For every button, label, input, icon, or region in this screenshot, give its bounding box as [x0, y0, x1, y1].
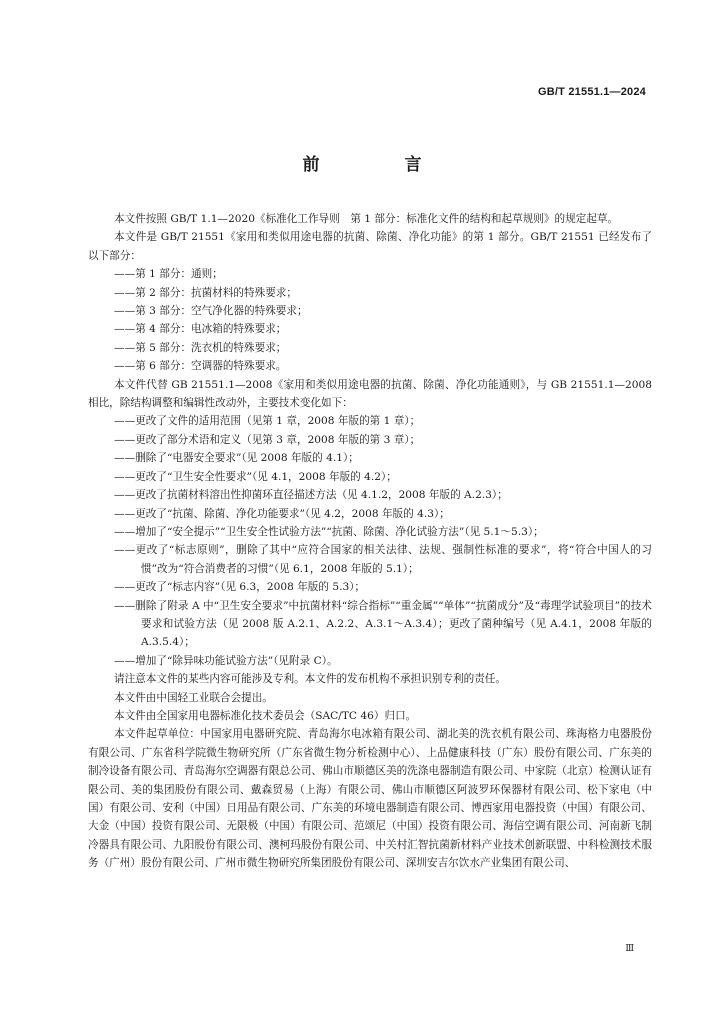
list-item-change: ——更改了抗菌材料溶出性抑菌环直径描述方法（见 4.1.2，2008 年版的 A.2.3）；	[114, 489, 508, 502]
page-title: 前 言	[302, 155, 456, 175]
list-item-part: ——第 2 部分：抗菌材料的特殊要求；	[114, 286, 297, 299]
paragraph-drafting-rules: 本文件按照 GB/T 1.1—2020《标准化工作导则 第 1 部分：标准化文件的结构和起草规则》的规定起草。	[114, 213, 619, 225]
paragraph-patent-notice: 请注意本文件的某些内容可能涉及专利。本文件的发布机构不承担识别专利的责任。	[114, 673, 506, 686]
list-item-part: ——第 6 部分：空调器的特殊要求。	[114, 360, 287, 373]
list-item-part: ——第 3 部分：空气净化器的特殊要求；	[114, 305, 308, 318]
paragraph-drafting-units: 本文件起草单位：中国家用电器研究院、青岛海尔电冰箱有限公司、湖北美的洗衣机有限公司、珠海格力电器股份有限公司、广东省科学院微生物研究所（广东省微生物分析检测中心）、上品健康科技（广东）股份有限公司、广东美的制冷设备有限公司、青岛海尔空调器有限总公司、佛山市顺德区美的洗涤电器制造有限公司、中家院（北京）检测认证有限公司、美的集团股份有限公司、戴森贸易（上海）有限公司、佛山市顺德区阿波罗环保器材有限公司、松下家电（中国）有限公司、安利（中国）日用品有限公司、广东美的环境电器制造有限公司、博西家用电器投资（中国）有限公司、大金（中国）投资有限公司、无限极（中国）有限公司、范颂尼（中国）投资有限公司、海信空调有限公司、河南新飞制冷器具有限公司、九阳股份有限公司、澳柯玛股份有限公司、中关村汇智抗菌新材料产业技术创新联盟、中科检测技术服务（广州）股份有限公司、广州市微生物研究所集团股份有限公司、深圳安吉尔饮水产业集团有限公司、	[88, 728, 652, 870]
list-item-change: ——更改了“标志内容”（见 6.3，2008 年版的 5.3）；	[114, 581, 366, 594]
list-item-part: ——第 4 部分：电冰箱的特殊要求；	[114, 323, 287, 336]
list-item-change: ——更改了“卫生安全性要求”（见 4.1，2008 年版的 4.2）；	[114, 470, 397, 483]
list-item-change: ——删除了“电器安全要求”（见 2008 年版的 4.1）；	[114, 452, 359, 465]
paragraph-replacement: 本文件代替 GB 21551.1—2008《家用和类似用途电器的抗菌、除菌、净化功能通则》，与 GB 21551.1—2008 相比，除结构调整和编辑性改动外，主要技术变化如下：	[88, 378, 652, 410]
page-number: Ⅲ	[625, 944, 634, 954]
list-item-change: ——删除了附录 A 中“卫生安全要求”中抗菌材料“综合指标”“重金属”“单体”“抗菌成分”及“毒理学试验项目”的技术要求和试验方法（见 2008 版 A.2.1、A.2.2、A.3.1～A.3.4）；更改了菌种编号（见 A.4.1，2008 年版的 A.3.5.4）；	[114, 599, 652, 649]
list-item-part: ——第 1 部分：通则；	[114, 268, 223, 281]
standard-number: GB/T 21551.1—2024	[538, 86, 646, 98]
paragraph-series-intro: 本文件是 GB/T 21551《家用和类似用途电器的抗菌、除菌、净化功能》的第 1 部分。GB/T 21551 已经发布了以下部分：	[88, 231, 652, 262]
list-item-change: ——增加了“安全提示”“卫生安全性试验方法”“抗菌、除菌、净化试验方法”（见 5.1～5.3）；	[114, 525, 544, 538]
list-item-part: ——第 5 部分：洗衣机的特殊要求；	[114, 341, 287, 354]
paragraph-proposer: 本文件由中国轻工业联合会提出。	[114, 691, 273, 704]
list-item-change: ——更改了部分术语和定义（见第 3 章，2008 年版的第 3 章）；	[114, 433, 421, 446]
list-item-change: ——增加了“除异味功能试验方法”（见附录 C）。	[114, 654, 338, 667]
list-item-change: ——更改了“抗菌、除菌、净化功能要求”（见 4.2，2008 年版的 4.3）；	[114, 507, 450, 520]
list-item-change: ——更改了文件的适用范围（见第 1 章，2008 年版的第 1 章）；	[114, 415, 421, 428]
document-body	[88, 210, 652, 873]
paragraph-administrator: 本文件由全国家用电器标准化技术委员会（SAC/TC 46）归口。	[114, 709, 417, 722]
list-item-change: ——更改了“标志原则”，删除了其中“应符合国家的相关法律、法规、强制性标准的要求”，将“符合中国人的习惯”改为“符合消费者的习惯”（见 6.1，2008 年版的 5.1）；	[114, 544, 652, 575]
